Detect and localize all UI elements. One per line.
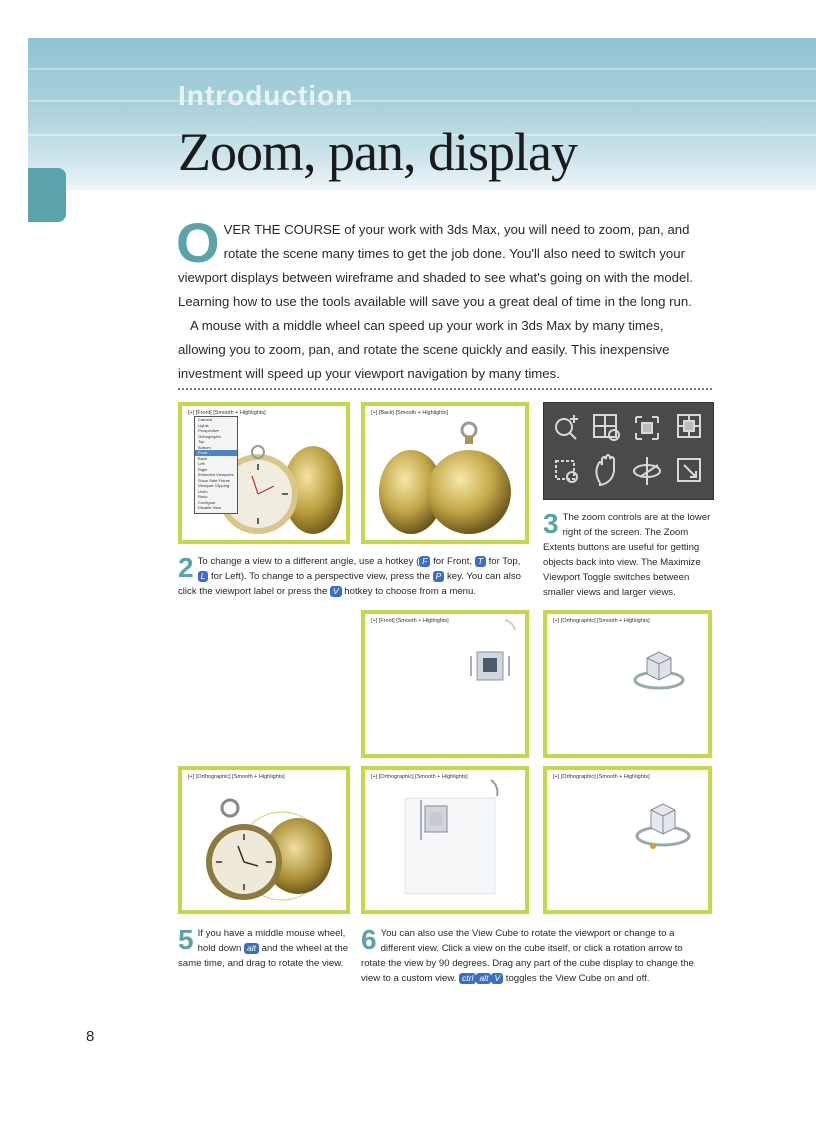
viewport-menu-item[interactable]: Top — [198, 439, 205, 444]
viewport-menu-item[interactable]: Redo — [198, 494, 208, 499]
viewport-menu-item[interactable]: Lights — [198, 422, 209, 428]
viewport-menu-item[interactable]: Camera — [198, 417, 213, 422]
viewport-menu-item[interactable]: Undo — [198, 488, 208, 494]
orbit-icon[interactable] — [634, 457, 660, 485]
hotkey-ctrl: ctrl — [459, 973, 476, 984]
zoom-extents-all-icon[interactable] — [678, 415, 700, 437]
viewport-menu[interactable] — [194, 416, 238, 514]
zoom-region-icon[interactable] — [556, 461, 577, 482]
intro-paragraph-1 — [176, 211, 708, 314]
viewport-menu-item[interactable]: Extended Viewports — [198, 472, 234, 477]
zoom-extents-icon[interactable] — [636, 417, 658, 439]
dotted-divider — [178, 388, 712, 390]
viewport-front-viewcube — [361, 610, 529, 758]
page-number: 8 — [86, 1028, 95, 1045]
viewport-menu-item[interactable]: Viewport Clipping — [198, 483, 230, 488]
viewport-label[interactable]: [+] [Orthographic] [Smooth + Highlights] — [553, 774, 650, 780]
viewport-menu-list — [195, 417, 237, 511]
hotkey-alt: alt — [244, 943, 259, 954]
viewport-label[interactable]: [+] [Orthographic] [Smooth + Highlights] — [188, 774, 285, 780]
zoom-all-icon[interactable] — [594, 415, 619, 440]
caption-6-text: toggles the View Cube on and off. — [503, 973, 650, 984]
caption-number: 5 — [178, 924, 194, 955]
caption-number: 2 — [178, 552, 194, 583]
viewport-ortho-1 — [543, 610, 712, 758]
view-cube-rotate-image — [365, 770, 525, 910]
viewport-menu-item[interactable]: Bottom — [198, 444, 211, 450]
intro-text — [176, 211, 708, 386]
hotkey-f: F — [419, 556, 430, 567]
intro-paragraph-2: A mouse with a middle wheel can speed up your work in 3ds Max by many times, allowing you to zoom, pan, and rotate the scene quickly and easily. This inexpensive investment will speed up your viewport navigation by many times. — [178, 318, 670, 381]
hotkey-v: V — [330, 586, 342, 597]
pocket-watch-ortho-image — [182, 770, 346, 910]
viewport-label[interactable]: [+] [Back] [Smooth + Highlights] — [371, 410, 449, 416]
view-cube-home-image — [547, 770, 708, 910]
caption-2-text: key. You can also click the viewport label or press the — [178, 571, 521, 597]
viewport-label[interactable]: [+] [Orthographic] [Smooth + Highlights] — [371, 774, 468, 780]
section-label: Introduction — [178, 80, 354, 111]
intro-paragraph-1-text: VER THE COURSE of your work with 3ds Max, you will need to zoom, pan, and rotate the scene many times to get the job done. You'll also need to switch your viewport displays between wireframe and shaded to see what's going on with the model. Learning how to use the tools available will save you a great deal of time in the long run. — [178, 222, 693, 309]
zoom-icon[interactable] — [556, 415, 578, 439]
caption-2-text: for Top, — [485, 556, 521, 567]
viewport-label[interactable]: [+] [Orthographic] [Smooth + Highlights] — [553, 618, 650, 624]
zoom-controls-panel — [543, 402, 714, 500]
zoom-controls-icons — [544, 403, 713, 499]
hotkey-v: V — [491, 973, 503, 984]
caption-2-text: hotkey to choose from a menu. — [341, 586, 477, 597]
caption-number: 6 — [361, 924, 377, 955]
viewport-ortho-2 — [178, 766, 350, 914]
caption-2 — [178, 554, 528, 599]
drop-cap: O — [176, 211, 220, 274]
view-cube-ortho-image — [547, 614, 708, 754]
viewport-menu-item[interactable]: Left — [198, 461, 205, 466]
caption-number: 3 — [543, 508, 559, 539]
caption-5-text: If you have a middle mouse wheel, hold down — [197, 928, 346, 954]
caption-3 — [543, 510, 715, 600]
caption-5-text: and the wheel at the same time, and drag to rotate the view. — [178, 943, 349, 969]
viewport-label[interactable]: [+] [Front] [Smooth + Highlights] — [371, 618, 449, 624]
view-cube-front-image — [365, 614, 525, 754]
viewport-ortho-4 — [543, 766, 712, 914]
caption-6 — [361, 926, 701, 986]
viewport-menu-item[interactable]: Show Safe Frame — [198, 477, 231, 483]
viewport-front-menu — [178, 402, 350, 544]
pan-icon[interactable] — [596, 455, 614, 485]
hotkey-p: P — [433, 571, 445, 582]
maximize-toggle-icon[interactable] — [678, 459, 700, 481]
caption-5 — [178, 926, 350, 971]
pocket-watch-back-image — [365, 406, 525, 540]
hotkey-alt: alt — [476, 973, 491, 984]
hotkey-t: T — [475, 556, 486, 567]
viewport-menu-item[interactable]: Perspective — [198, 428, 219, 433]
caption-3-text: The zoom controls are at the lower right of the screen. The Zoom Extents buttons are useful for getting objects back into view. The Maximize Viewport Toggle switches between smaller views and larger views. — [543, 512, 711, 598]
viewport-menu-item[interactable]: Orthographic — [198, 433, 222, 439]
caption-2-text: for Left). To change to a perspective view, press the — [208, 571, 433, 582]
viewport-menu-item[interactable]: Configure — [198, 499, 216, 505]
viewport-menu-item[interactable]: Right — [198, 466, 208, 472]
viewport-label[interactable]: [+] [Front] [Smooth + Highlights] — [188, 410, 266, 416]
caption-6-text: You can also use the View Cube to rotate the viewport or change to a different view. Click a view on the cube itself, or click a rotation arrow to rotate the view by 90 degrees. Drag any part of the cube display to change the view to a custom view. — [361, 928, 694, 984]
viewport-menu-item[interactable]: Front — [195, 450, 237, 456]
viewport-menu-item[interactable]: Disable View — [198, 505, 222, 510]
viewport-menu-item[interactable]: Back — [198, 455, 207, 461]
caption-2-text: for Front, — [430, 556, 475, 567]
side-tab — [28, 168, 66, 222]
viewport-back — [361, 402, 529, 544]
caption-2-text: To change a view to a different angle, use a hotkey ( — [197, 556, 420, 567]
hotkey-l: L — [198, 571, 209, 582]
page-title: Zoom, pan, display — [178, 122, 577, 182]
viewport-ortho-3 — [361, 766, 529, 914]
